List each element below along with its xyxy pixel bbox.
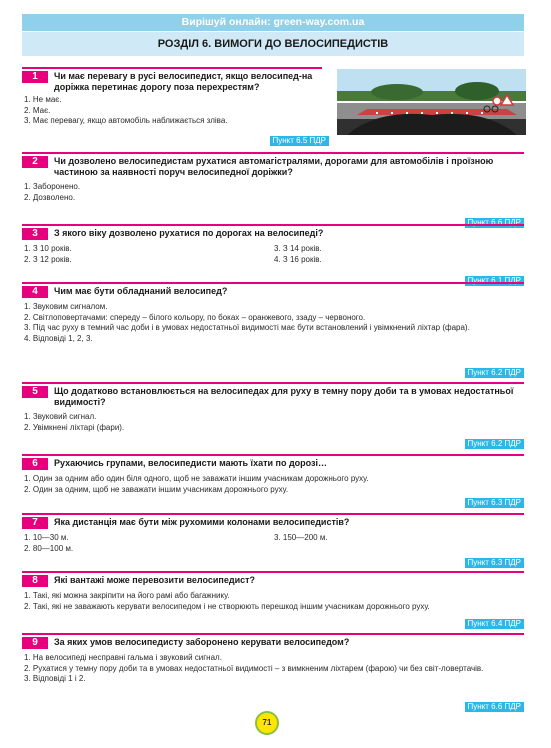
question-text: Чим має бути обладнаний велосипед?	[54, 286, 228, 296]
question-text: Яка дистанція має бути між рухомими колонами велосипедистів?	[54, 517, 350, 527]
page	[22, 14, 524, 711]
answer-option: 2. 80—100 м.	[24, 543, 74, 553]
question-8	[22, 571, 524, 628]
rule-reference-tag[interactable]: Пункт 6.3 ПДР	[465, 558, 525, 568]
answer-option: 1. На велосипеді несправні гальма і звуковий сигнал.	[24, 653, 222, 662]
question-2	[22, 152, 524, 227]
answer-option: 3. З 14 років.	[274, 244, 322, 253]
answer-option: 1. 10—30 м.	[24, 533, 69, 542]
answer-option: 3. Відповіді 1 і 2.	[24, 674, 86, 683]
rule-reference-tag[interactable]: Пункт 6.6 ПДР	[465, 702, 525, 712]
answer-option: 2. Один за одним, щоб не заважати іншим учасникам дорожнього руху.	[24, 484, 289, 494]
rule-reference-tag[interactable]: Пункт 6.2 ПДР	[465, 368, 525, 378]
answer-option: 1. З 10 років.	[24, 244, 72, 253]
site-banner[interactable]: Вирішуй онлайн: green-way.com.ua	[22, 14, 524, 31]
rule-reference-tag[interactable]: Пункт 6.6 ПДР	[465, 218, 525, 228]
answer-list	[22, 244, 524, 265]
question-7	[22, 513, 524, 567]
answer-option: 2. Увімкнені ліхтарі (фари).	[24, 422, 125, 432]
question-number: 8	[22, 575, 48, 587]
answer-option: 2. Світлоповертачами: спереду – білого кольору, по боках – оранжевого, ззаду – червоного.	[24, 312, 366, 322]
answer-list	[22, 533, 524, 554]
question-text: З якого віку дозволено рухатися по дорогах на велосипеді?	[54, 228, 324, 238]
question-number: 6	[22, 458, 48, 470]
question-number: 4	[22, 286, 48, 298]
question-text: За яких умов велосипедисту заборонено керувати велосипедом?	[54, 637, 350, 647]
answer-option: 2. Рухатися у темну пору доби та в умовах недостатньої видимості – з вимкненим ліхтарем (фарою) чи без світ-ловертачів.	[24, 663, 484, 673]
answer-option: 1. Такі, які можна закріпити на його рамі або багажнику.	[24, 591, 230, 600]
rule-reference-tag[interactable]: Пункт 6.2 ПДР	[465, 439, 525, 449]
answer-option: 1. Один за одним або один біля одного, щоб не заважати іншим учасникам дорожнього руху.	[24, 474, 369, 483]
answer-option: 1. Звуковий сигнал.	[24, 412, 97, 421]
question-text: Які вантажі може перевозити велосипедист?	[54, 575, 256, 585]
question-text: Рухаючись групами, велосипедисти мають їхати по дорозі…	[54, 458, 328, 468]
question-3	[22, 224, 524, 285]
answer-option: 3. Має перевагу, якщо автомобіль наближається зліва.	[24, 116, 228, 125]
road-crossing-photo	[337, 69, 526, 135]
question-text: Що додатково встановлюється на велосипедах для руху в темну пору доби та в умовах недостатньої видимості?	[54, 386, 514, 407]
answer-list	[22, 591, 524, 612]
question-number: 3	[22, 228, 48, 240]
answer-list	[22, 95, 324, 127]
answer-option: 3. Під час руху в темний час доби і в умовах недостатньої видимості має бути встановлений і увімкнений ліхтар (фара).	[24, 323, 470, 332]
answer-option: 4. З 16 років.	[274, 254, 322, 264]
answer-list	[22, 653, 524, 685]
question-number: 5	[22, 386, 48, 398]
question-1	[22, 67, 524, 145]
rule-reference-tag[interactable]: Пункт 6.5 ПДР	[270, 136, 330, 146]
answer-list	[22, 182, 524, 203]
question-text: Чи має перевагу в русі велосипедист, якщо велосипед-на доріжка перетинає дорогу поза перехрестям?	[54, 71, 313, 92]
question-text: Чи дозволено велосипедистам рухатися автомагістралями, дорогами для автомобілів і проїзною частиною за наявності поруч велосипедної доріжки?	[54, 156, 494, 177]
question-6	[22, 454, 524, 507]
question-9	[22, 633, 524, 711]
answer-list	[22, 412, 524, 433]
answer-option: 4. Відповіді 1, 2, 3.	[24, 333, 93, 343]
rule-reference-tag[interactable]: Пункт 6.4 ПДР	[465, 619, 525, 629]
rule-reference-tag[interactable]: Пункт 6.3 ПДР	[465, 498, 525, 508]
answer-option: 1. Заборонено.	[24, 182, 81, 191]
answer-option: 2. З 12 років.	[24, 254, 72, 264]
question-4	[22, 282, 524, 377]
question-number: 1	[22, 71, 48, 83]
answer-list	[22, 474, 524, 495]
answer-option: 3. 150—200 м.	[274, 533, 328, 542]
answer-option: 2. Має.	[24, 105, 51, 115]
answer-list	[22, 302, 524, 344]
answer-option: 2. Дозволено.	[24, 192, 76, 202]
answer-option: 1. Звуковим сигналом.	[24, 302, 108, 311]
question-5	[22, 382, 524, 448]
question-number: 7	[22, 517, 48, 529]
question-number: 9	[22, 637, 48, 649]
answer-option: 2. Такі, які не заважають керувати велосипедом і не створюють перешкод іншим учасникам дорожнього руху.	[24, 601, 430, 611]
rule-reference-tag[interactable]: Пункт 6.1 ПДР	[465, 276, 525, 286]
question-number: 2	[22, 156, 48, 168]
page-number-badge: 71	[255, 711, 279, 735]
section-title: РОЗДІЛ 6. ВИМОГИ ДО ВЕЛОСИПЕДИСТІВ	[22, 32, 524, 56]
answer-option: 1. Не має.	[24, 95, 62, 104]
